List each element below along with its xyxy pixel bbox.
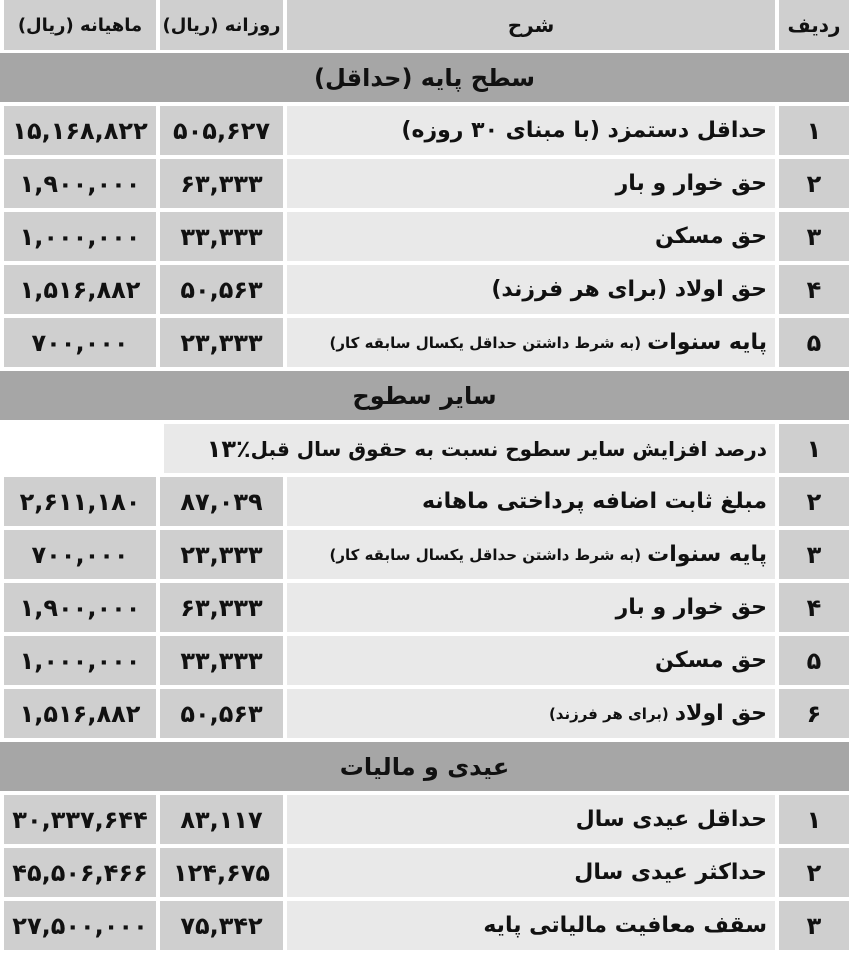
section-row [0, 742, 849, 791]
row-description-cell [287, 795, 775, 844]
row-monthly-value: ۱,۹۰۰,۰۰۰ [4, 159, 156, 208]
row-description-cell [287, 265, 775, 314]
section-title: سطح پایه (حداقل) [0, 53, 849, 102]
table-body [0, 53, 849, 950]
row-description-cell [287, 636, 775, 685]
table-row [0, 106, 849, 155]
table-row [0, 848, 849, 897]
row-monthly-value: ۱,۰۰۰,۰۰۰ [4, 636, 156, 685]
row-number: ۳ [779, 530, 849, 579]
row-monthly-value: ۲,۶۱۱,۱۸۰ [4, 477, 156, 526]
row-monthly-value: ۱۵,۱۶۸,۸۲۲ [4, 106, 156, 155]
section-title: سایر سطوح [0, 371, 849, 420]
row-daily-value: ۵۰۵,۶۲۷ [160, 106, 283, 155]
table-row [0, 424, 849, 473]
row-monthly-value: ۴۵,۵۰۶,۴۶۶ [4, 848, 156, 897]
row-description: حق خوار و بار [615, 171, 767, 196]
row-description: حق خوار و بار [615, 595, 767, 620]
row-description: حداکثر عیدی سال [574, 860, 767, 885]
row-description: سقف معافیت مالیاتی پایه [483, 913, 767, 938]
row-monthly-value: ۳۰,۳۳۷,۶۴۴ [4, 795, 156, 844]
table-row [0, 689, 849, 738]
row-monthly-value: ۱,۹۰۰,۰۰۰ [4, 583, 156, 632]
row-number: ۱ [779, 424, 849, 473]
table-row [0, 583, 849, 632]
row-number: ۵ [779, 318, 849, 367]
row-number: ۴ [779, 265, 849, 314]
row-description: درصد افزایش سایر سطوح نسبت به حقوق سال قبل [250, 436, 767, 461]
row-description-note: (به شرط داشتن حداقل یکسال سابقه کار) [329, 333, 642, 352]
table-row [0, 159, 849, 208]
row-description: پایه سنوات [647, 330, 767, 355]
section-row [0, 371, 849, 420]
header-monthly: ماهیانه (ریال) [4, 0, 156, 50]
row-description: حداقل دستمزد (با مبنای ۳۰ روزه) [401, 118, 767, 143]
header-row [0, 0, 849, 50]
row-description-cell [287, 318, 775, 367]
row-monthly-value: ۱,۵۱۶,۸۸۲ [4, 265, 156, 314]
row-description-cell [287, 530, 775, 579]
row-monthly-value: ۱,۵۱۶,۸۸۲ [4, 689, 156, 738]
row-number: ۲ [779, 477, 849, 526]
row-daily-value: ۱۲۴,۶۷۵ [160, 848, 283, 897]
row-monthly-value: ۱,۰۰۰,۰۰۰ [4, 212, 156, 261]
row-number: ۱ [779, 106, 849, 155]
row-daily-value: ۳۳,۳۳۳ [160, 636, 283, 685]
row-daily-value: ۸۳,۱۱۷ [160, 795, 283, 844]
row-number: ۱ [779, 795, 849, 844]
row-monthly-value: ۷۰۰,۰۰۰ [4, 530, 156, 579]
row-daily-value: ۷۵,۳۴۲ [160, 901, 283, 950]
row-daily-value: ۶۳,۳۳۳ [160, 583, 283, 632]
table-row [0, 795, 849, 844]
row-number: ۵ [779, 636, 849, 685]
header-daily: روزانه (ریال) [160, 0, 283, 50]
row-number: ۳ [779, 212, 849, 261]
table-row [0, 212, 849, 261]
row-description: حق مسکن [655, 648, 767, 673]
row-daily-value: ۶۳,۳۳۳ [160, 159, 283, 208]
row-daily-value: ۸۷,۰۳۹ [160, 477, 283, 526]
row-description-cell [287, 106, 775, 155]
row-daily-value: ۲۳,۳۳۳ [160, 530, 283, 579]
row-description-cell [287, 159, 775, 208]
table-row [0, 901, 849, 950]
row-description: حق مسکن [655, 224, 767, 249]
row-description: حق اولاد [674, 701, 767, 726]
row-description-cell [287, 477, 775, 526]
table-row [0, 265, 849, 314]
table-row [0, 477, 849, 526]
section-row [0, 53, 849, 102]
table-row [0, 530, 849, 579]
row-monthly-value: ۷۰۰,۰۰۰ [4, 318, 156, 367]
row-description-merged [164, 424, 775, 473]
row-description: مبلغ ثابت اضافه پرداختی ماهانه [422, 489, 767, 514]
row-percent-value: ۱۳٪ [206, 434, 251, 463]
row-description-cell [287, 848, 775, 897]
row-description-cell [287, 212, 775, 261]
row-description-note: (به شرط داشتن حداقل یکسال سابقه کار) [329, 545, 642, 564]
row-daily-value: ۵۰,۵۶۳ [160, 689, 283, 738]
row-number: ۳ [779, 901, 849, 950]
section-title: عیدی و مالیات [0, 742, 849, 791]
row-description: پایه سنوات [647, 542, 767, 567]
row-description-note: (برای هر فرزند) [548, 704, 669, 723]
row-description-cell [287, 689, 775, 738]
row-description: حق اولاد (برای هر فرزند) [491, 277, 767, 302]
row-number: ۶ [779, 689, 849, 738]
row-number: ۲ [779, 848, 849, 897]
row-description-cell [287, 901, 775, 950]
row-description-cell [287, 583, 775, 632]
row-monthly-value: ۲۷,۵۰۰,۰۰۰ [4, 901, 156, 950]
row-number: ۴ [779, 583, 849, 632]
row-description: حداقل عیدی سال [575, 807, 767, 832]
row-number: ۲ [779, 159, 849, 208]
row-daily-value: ۳۳,۳۳۳ [160, 212, 283, 261]
row-daily-value: ۵۰,۵۶۳ [160, 265, 283, 314]
table-row [0, 636, 849, 685]
table-row [0, 318, 849, 367]
row-daily-value: ۲۳,۳۳۳ [160, 318, 283, 367]
header-description: شرح [287, 0, 775, 50]
header-row-no: ردیف [779, 0, 849, 50]
